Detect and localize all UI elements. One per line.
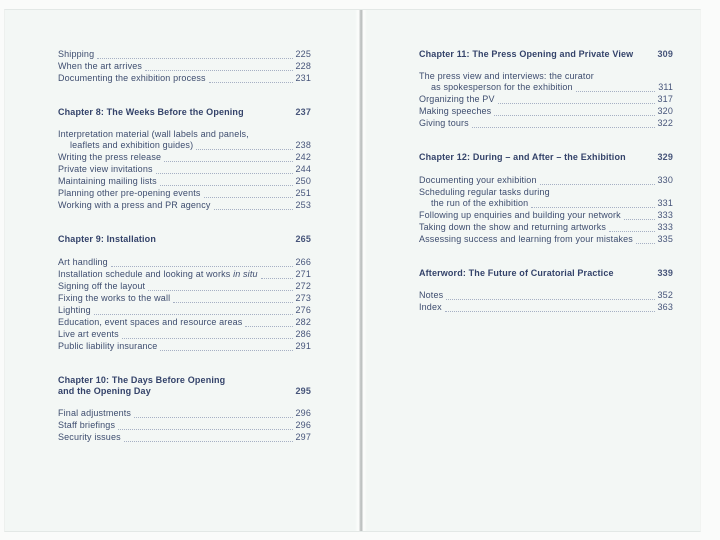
toc-entry-group [58, 257, 311, 353]
toc-entry [419, 234, 673, 246]
toc-entry-line [58, 305, 311, 317]
toc-entry [419, 187, 673, 210]
dot-leader [94, 305, 293, 315]
toc-entry-label: Education, event spaces and resource areas [58, 316, 243, 327]
toc-left-page [58, 49, 311, 444]
dot-leader [624, 210, 655, 220]
chapter-page-number: 329 [657, 152, 673, 163]
toc-entry-group [419, 71, 673, 130]
dot-leader [122, 329, 293, 339]
page-number: 266 [295, 256, 311, 267]
toc-entry [58, 341, 311, 353]
dot-leader [576, 82, 656, 92]
page-number: 317 [657, 94, 673, 105]
page-number: 228 [295, 61, 311, 71]
toc-entry [58, 129, 311, 152]
page-number: 322 [657, 118, 673, 129]
toc-entry-label: leaflets and exhibition guides) [70, 140, 194, 151]
page-number: 352 [657, 290, 673, 301]
toc-entry [58, 73, 311, 85]
dot-leader [156, 164, 293, 174]
toc-entry-line [419, 187, 673, 198]
toc-entry [58, 317, 311, 329]
page-number: 282 [295, 316, 311, 327]
toc-entry-label: Interpretation material (wall labels and panels, [58, 129, 249, 140]
toc-right-page [419, 49, 673, 314]
toc-entry-label: Documenting the exhibition process [58, 73, 206, 83]
toc-entry-label: Lighting [58, 304, 91, 315]
chapter-heading-title [419, 49, 633, 60]
toc-entry [58, 432, 311, 444]
chapter-heading-title [58, 107, 244, 118]
page-number: 363 [657, 302, 673, 313]
page-number: 272 [295, 280, 311, 291]
toc-entry-line [419, 234, 673, 246]
dot-leader [445, 302, 655, 312]
toc-entry-label: Maintaining mailing lists [58, 176, 157, 187]
chapter-page-number: 295 [295, 385, 311, 396]
toc-entry-label: the run of the exhibition [431, 197, 529, 208]
page-number: 311 [658, 82, 673, 93]
toc-entry-line [58, 329, 311, 341]
toc-entry-line [419, 106, 673, 118]
toc-entry-label: Private view invitations [58, 164, 153, 175]
dot-leader [494, 106, 654, 116]
page-number: 291 [295, 340, 311, 351]
page-number: 320 [657, 106, 673, 117]
toc-entry-label: Staff briefings [58, 420, 116, 431]
toc-entry [58, 152, 311, 164]
dot-leader [111, 257, 293, 267]
page-number: 286 [295, 328, 311, 339]
chapter-heading-line: Chapter 9: Installation [58, 234, 156, 245]
toc-entry-label: Following up enquiries and building your network [419, 209, 621, 220]
toc-entry-line [58, 341, 311, 353]
toc-entry-group [58, 49, 311, 85]
toc-entry-line [58, 269, 311, 281]
book-spread [4, 9, 701, 532]
toc-entry [58, 200, 311, 212]
toc-entry [58, 269, 311, 281]
dot-leader [540, 175, 655, 185]
dot-leader [261, 269, 293, 279]
toc-entry-line [58, 293, 311, 305]
page-gutter [355, 10, 367, 531]
page-number: 273 [295, 292, 311, 303]
dot-leader [118, 420, 292, 430]
page-number: 271 [295, 268, 311, 279]
page-number: 238 [295, 140, 311, 151]
dot-leader [245, 317, 292, 327]
toc-entry-line [58, 73, 311, 85]
chapter-page-number: 339 [657, 267, 673, 278]
toc-entry-label: Fixing the works to the wall [58, 292, 171, 303]
toc-entry-line [58, 164, 311, 176]
toc-entry-line [58, 61, 311, 73]
chapter-heading-line: Chapter 8: The Weeks Before the Opening [58, 107, 244, 117]
toc-entry-line [419, 71, 673, 82]
toc-entry-line [58, 257, 311, 269]
chapter-page-number: 237 [295, 107, 311, 117]
dot-leader [636, 234, 655, 244]
toc-entry-line [58, 281, 311, 293]
chapter-heading-title [58, 375, 225, 397]
dot-leader [124, 432, 293, 442]
toc-entry-label: Documenting your exhibition [419, 174, 537, 185]
toc-entry-label: Notes [419, 290, 444, 301]
toc-entry-line [58, 317, 311, 329]
toc-entry-label-italic: in situ [233, 268, 258, 279]
toc-entry-group [419, 290, 673, 314]
toc-entry-line [58, 432, 311, 444]
toc-entry-label: Working with a press and PR agency [58, 200, 211, 211]
dot-leader [209, 73, 293, 83]
toc-entry-label: Making speeches [419, 106, 492, 117]
dot-leader [214, 200, 293, 210]
toc-entry [58, 293, 311, 305]
toc-entry [58, 164, 311, 176]
toc-entry-group [419, 175, 673, 246]
dot-leader [148, 281, 292, 291]
dot-leader [498, 94, 655, 104]
toc-entry [419, 106, 673, 118]
chapter-page-number: 265 [295, 234, 311, 245]
toc-entry-label: Security issues [58, 432, 121, 443]
page-number: 276 [295, 304, 311, 315]
toc-entry [58, 408, 311, 420]
toc-entry-line [58, 129, 311, 140]
page-number: 335 [657, 233, 673, 244]
toc-entry-label: as spokesperson for the exhibition [431, 82, 573, 93]
dot-leader [472, 118, 655, 128]
toc-entry [58, 61, 311, 73]
dot-leader [446, 290, 654, 300]
toc-entry-label: Scheduling regular tasks during [419, 186, 550, 197]
page-number: 330 [657, 174, 673, 185]
dot-leader [160, 341, 292, 351]
page-number: 333 [657, 209, 673, 220]
chapter-heading-line: Chapter 11: The Press Opening and Private View [419, 49, 634, 59]
dot-leader [173, 293, 292, 303]
page-number: 231 [295, 73, 311, 83]
chapter-heading [58, 375, 311, 397]
toc-entry-line [419, 290, 673, 302]
toc-entry-label: Final adjustments [58, 408, 132, 419]
toc-entry [419, 302, 673, 314]
toc-entry [58, 281, 311, 293]
toc-entry-label: Giving tours [419, 118, 469, 129]
page-number: 296 [295, 408, 311, 419]
dot-leader [609, 222, 654, 232]
toc-entry [58, 420, 311, 432]
chapter-heading-title [58, 234, 156, 245]
toc-entry-line [58, 140, 311, 152]
toc-entry-label: Taking down the show and returning artworks [419, 221, 607, 232]
page-number: 244 [295, 164, 311, 175]
toc-entry-label: When the art arrives [58, 61, 143, 71]
toc-entry-line [419, 175, 673, 187]
chapter-heading-line: and the Opening Day [58, 385, 151, 396]
toc-entry-label: Assessing success and learning from your mistakes [419, 233, 633, 244]
dot-leader [164, 152, 292, 162]
toc-entry-label: Shipping [58, 49, 95, 59]
dot-leader [145, 61, 293, 71]
chapter-heading [419, 152, 673, 163]
chapter-heading-line: Chapter 10: The Days Before Opening [58, 374, 226, 385]
toc-entry [58, 305, 311, 317]
page-number: 331 [657, 197, 673, 208]
toc-entry [58, 257, 311, 269]
page-number: 296 [295, 420, 311, 431]
toc-entry-line [58, 176, 311, 188]
toc-entry-group [58, 129, 311, 212]
toc-entry-line [58, 152, 311, 164]
chapter-page-number: 309 [657, 49, 673, 59]
dot-leader [160, 176, 293, 186]
toc-entry-label: Organizing the PV [419, 94, 495, 105]
toc-entry [419, 290, 673, 302]
chapter-heading-line: Chapter 12: During – and After – the Exhibition [419, 152, 626, 163]
toc-entry-line [58, 408, 311, 420]
chapter-heading [58, 234, 311, 245]
toc-entry [58, 49, 311, 61]
toc-entry-label: Public liability insurance [58, 340, 158, 351]
toc-entry-label: Installation schedule and looking at works in situ [58, 268, 258, 279]
toc-entry-group [58, 408, 311, 444]
page-number: 250 [295, 176, 311, 187]
toc-entry [58, 188, 311, 200]
toc-entry-label: Planning other pre-opening events [58, 188, 201, 199]
toc-entry-line [419, 222, 673, 234]
page-number: 333 [657, 221, 673, 232]
toc-entry-line [419, 198, 673, 210]
chapter-heading [419, 49, 673, 60]
toc-entry-line [419, 210, 673, 222]
toc-entry-label: Live art events [58, 328, 119, 339]
toc-entry-line [419, 82, 673, 94]
page-number: 225 [295, 49, 311, 59]
toc-entry-line [58, 188, 311, 200]
toc-entry-line [58, 49, 311, 61]
dot-leader [531, 198, 654, 208]
toc-entry [419, 175, 673, 187]
toc-entry [419, 71, 673, 94]
toc-entry-label: Signing off the layout [58, 280, 146, 291]
page-number: 251 [295, 188, 311, 199]
toc-entry-line [419, 302, 673, 314]
toc-entry-label: Index [419, 302, 442, 313]
toc-entry-line [58, 200, 311, 212]
toc-entry [58, 176, 311, 188]
page-number: 297 [295, 432, 311, 443]
toc-entry [419, 210, 673, 222]
chapter-heading-title [419, 268, 614, 279]
dot-leader [134, 408, 292, 418]
toc-entry [419, 222, 673, 234]
toc-entry-line [58, 420, 311, 432]
dot-leader [196, 140, 292, 150]
dot-leader [97, 49, 292, 59]
toc-entry-label: Writing the press release [58, 152, 162, 163]
toc-entry-line [419, 118, 673, 130]
toc-entry-line [419, 94, 673, 106]
toc-entry [419, 94, 673, 106]
toc-entry [58, 329, 311, 341]
chapter-heading [419, 268, 673, 279]
toc-entry-label: The press view and interviews: the curator [419, 71, 594, 82]
toc-entry-label: Art handling [58, 256, 108, 267]
chapter-heading [58, 107, 311, 118]
page-number: 253 [295, 200, 311, 211]
chapter-heading-line: Afterword: The Future of Curatorial Practice [419, 267, 614, 278]
page-number: 242 [295, 152, 311, 163]
toc-entry [419, 118, 673, 130]
dot-leader [204, 188, 293, 198]
chapter-heading-title [419, 152, 626, 163]
